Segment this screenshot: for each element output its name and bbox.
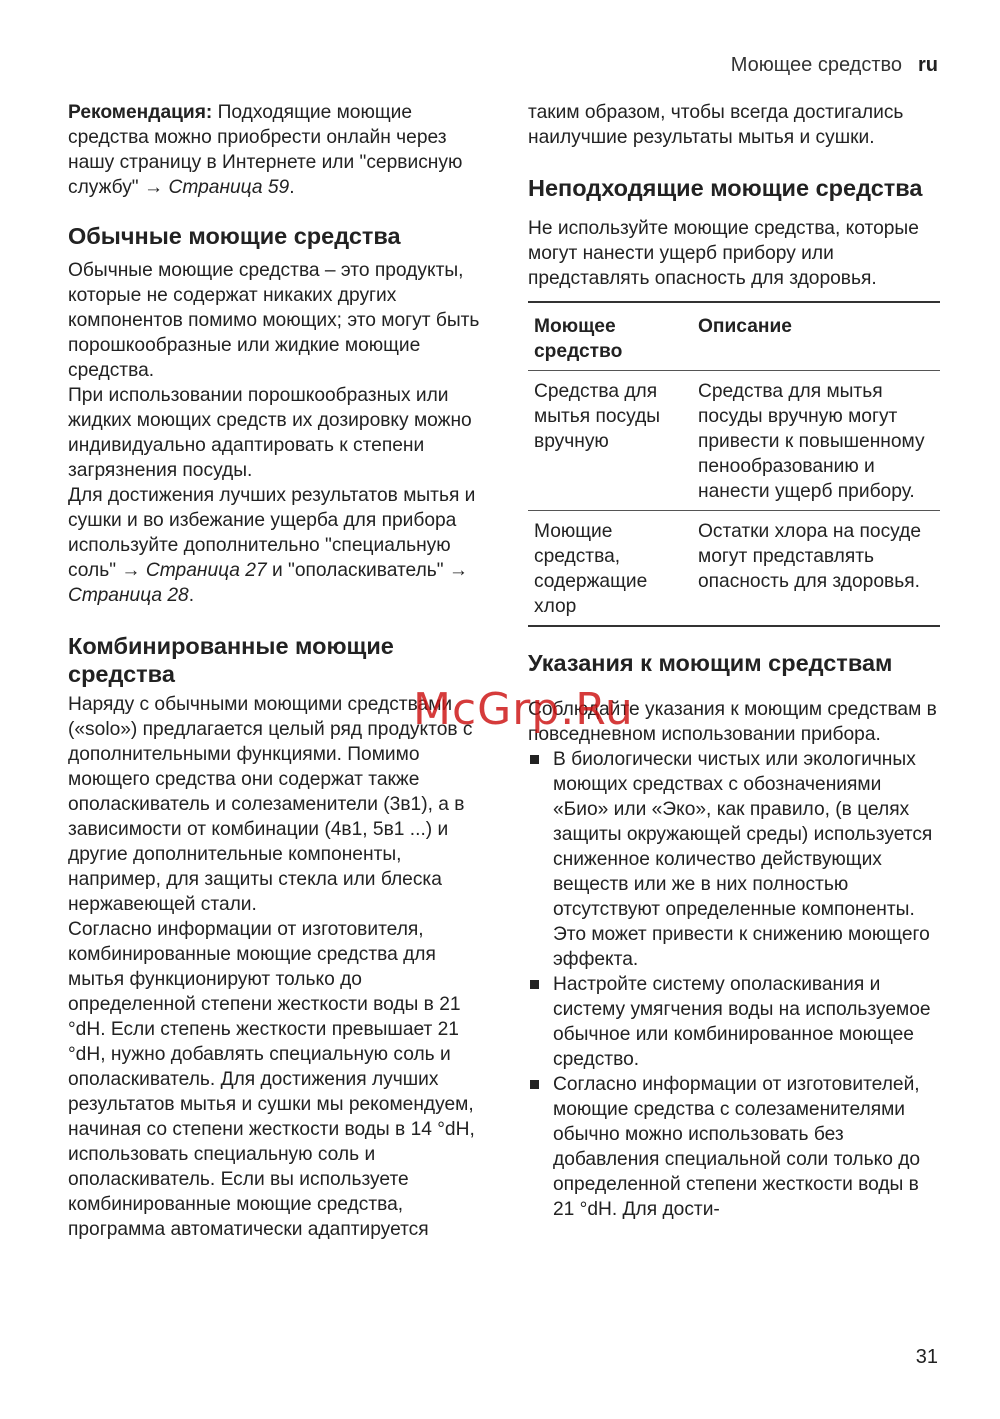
- recommendation-label: Рекомендация:: [68, 102, 213, 123]
- page-number: 31: [915, 1346, 938, 1368]
- table-row: [528, 511, 940, 627]
- page-27-link[interactable]: Страница 27: [145, 560, 267, 581]
- bullet-icon: [530, 1080, 539, 1089]
- left-column: [68, 100, 480, 1242]
- table-cell-agent: Средства для мытья посуды вручную: [528, 371, 692, 511]
- notes-paragraph: Соблюдайте указания к моющим средствам в повседневном использовании прибора.: [528, 699, 937, 745]
- continuation-paragraph: таким образом, чтобы всегда достигались наилучшие результаты мытья и сушки.: [528, 102, 904, 148]
- page-header: [731, 54, 938, 77]
- list-item-text: Согласно информации от изготовителей, моющие средства с солезаменителями обычно можно использовать без добавления специальной соли только до определенной степени жесткости воды в 21 °dH. Для дости-: [553, 1074, 921, 1220]
- recommendation-end: .: [289, 177, 295, 198]
- table-header-row: [528, 302, 940, 371]
- heading-combined-detergents: Комбинированные моющие средства: [68, 633, 394, 687]
- table-row: [528, 371, 940, 511]
- page-28-link[interactable]: Страница 28: [68, 585, 189, 606]
- recommendation-text: Подходящие моющие средства можно приобрести онлайн через нашу страницу в Интернете или "сервисную службу" →: [68, 102, 463, 198]
- list-item: [528, 747, 940, 972]
- column-header-description: Описание: [692, 302, 940, 371]
- ordinary-p3-end: .: [188, 585, 195, 606]
- heading-detergent-notes: Указания к моющим средствам: [528, 650, 893, 676]
- ordinary-paragraph-2: При использовании порошкообразных или жидких моющих средств их дозировку можно индивидуально адаптировать к степени загрязнения посуды.: [68, 385, 472, 481]
- bullet-icon: [530, 755, 539, 764]
- table-cell-agent: Моющие средства, содержащие хлор: [528, 511, 692, 627]
- right-column: [528, 100, 940, 1222]
- list-item-text: В биологически чистых или экологичных моющих средствах с обозначениями «Био» или «Эко», как правило, (в целях защиты окружающей среды) используется сниженное количество действующих веществ или же в них полностью отсутствуют определенные компоненты. Это может привести к снижению моющего эффекта.: [553, 749, 933, 970]
- heading-ordinary-detergents: Обычные моющие средства: [68, 223, 401, 249]
- ordinary-paragraph-3: [68, 483, 480, 608]
- ordinary-p3-text-2: и "ополаскиватель" →: [266, 560, 469, 581]
- unsuitable-detergents-table: [528, 301, 940, 627]
- page-59-link[interactable]: Страница 59: [168, 177, 290, 198]
- unsuitable-paragraph: Не используйте моющие средства, которые могут нанести ущерб прибору или представлять опасность для здоровья.: [528, 218, 919, 289]
- heading-unsuitable-detergents: Неподходящие моющие средства: [528, 175, 923, 201]
- language-code: ru: [918, 54, 938, 76]
- table-cell-description: Остатки хлора на посуде могут представлять опасность для здоровья.: [692, 511, 940, 627]
- ordinary-paragraph-1: Обычные моющие средства – это продукты, которые не содержат никаких других компонентов помимо моющих; это могут быть порошкообразные или жидкие моющие средства.: [68, 260, 480, 381]
- notes-bullet-list: [528, 747, 940, 1222]
- ordinary-p3-text-1: Для достижения лучших результатов мытья и сушки и во избежание ущерба для прибора используйте дополнительно "специальную соль" →: [68, 485, 476, 581]
- bullet-icon: [530, 980, 539, 989]
- list-item: [528, 1072, 940, 1222]
- column-header-agent: Моющее средство: [528, 302, 692, 371]
- list-item-text: Настройте систему ополаскивания и систему умягчения воды на используемое обычное или комбинированное моющее средство.: [553, 974, 931, 1070]
- list-item: [528, 972, 940, 1072]
- table-cell-description: Средства для мытья посуды вручную могут привести к повышенному пенообразованию и нанести ущерб прибору.: [692, 371, 940, 511]
- combined-paragraph-1: Наряду с обычными моющими средствами («solo») предлагается целый ряд продуктов с дополнительными функциями. Помимо моющего средства они содержат также ополаскиватель и солезаменители (3в1), а в зависимости от комбинации (4в1, 5в1 ...) и другие дополнительные компоненты, например, для защиты стекла или блеска нержавеющей стали.: [68, 694, 473, 915]
- recommendation-paragraph: [68, 100, 480, 200]
- header-title: Моющее средство: [730, 54, 902, 76]
- watermark-logo: McGrp.Ru: [413, 684, 634, 735]
- combined-paragraph-2: Согласно информации от изготовителя, комбинированные моющие средства для мытья функционируют только до определенной степени жесткости воды в 21 °dH. Если степень жесткости превышает 21 °dH, нужно добавлять специальную соль и ополаскиватель. Для достижения лучших результатов мытья и сушки мы рекомендуем, начиная со степени жесткости воды в 14 °dH, использовать специальную соль и ополаскиватель. Если вы используете комбинированные моющие средства, программа автоматически адаптируется: [68, 919, 475, 1240]
